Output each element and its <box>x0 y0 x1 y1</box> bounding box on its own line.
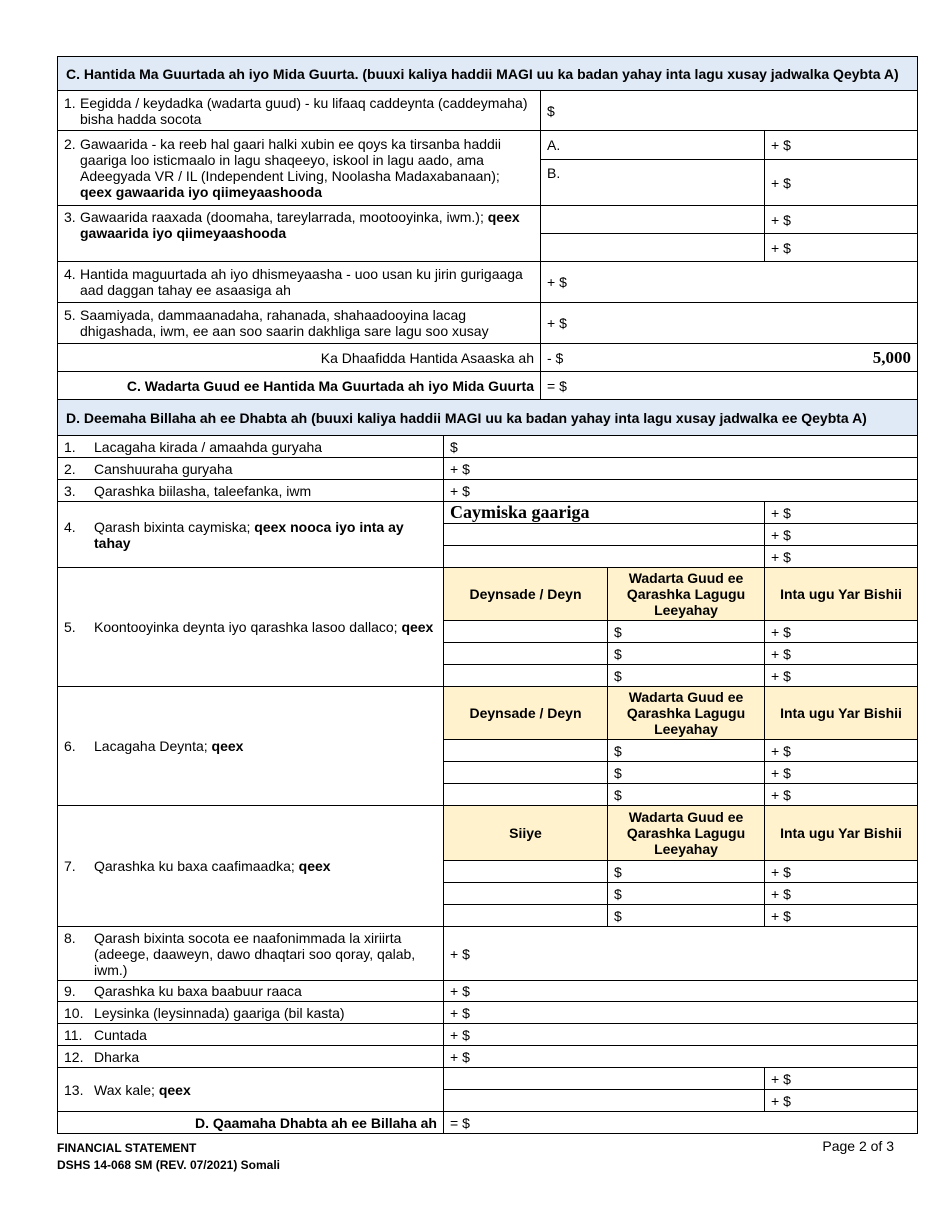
d-item-4-text: Qarash bixinta caymiska; <box>94 518 255 535</box>
d-item-13-amount-1-field[interactable] <box>765 1068 918 1090</box>
d-item-8-currency: + $ <box>450 945 470 962</box>
c-item-3-vehicle-1-field[interactable] <box>541 206 765 234</box>
c-allowance-prefix: - $ <box>547 349 564 366</box>
c-total-row <box>58 372 918 400</box>
c-total-amount-field[interactable] <box>541 372 918 400</box>
d-item-1-currency: $ <box>450 438 458 455</box>
c-item-5-number: 5. <box>64 307 76 323</box>
c-item-2-number: 2. <box>64 136 76 152</box>
c-total-prefix: = $ <box>547 377 567 394</box>
d-item-6-creditor-field-3[interactable] <box>444 784 608 806</box>
d-item-4-currency-1: + $ <box>771 504 791 521</box>
d-item-5-instruction: qeex <box>401 619 434 635</box>
d-item-8-row <box>58 927 918 981</box>
d-item-11-currency: + $ <box>450 1026 470 1043</box>
d-item-13-instruction: qeex <box>158 1081 191 1098</box>
d-item-6-col-total-owed: Wadarta Guud ee Qarashka Lagugu Leeyahay <box>608 687 765 740</box>
d-item-13-label <box>94 1082 191 1098</box>
d-item-7-total-currency-3: $ <box>614 907 622 924</box>
d-item-3-number: 3. <box>64 482 76 499</box>
d-item-4-row-1 <box>58 502 918 524</box>
c-item-4-row <box>58 262 918 303</box>
d-item-5-creditor-field-1[interactable] <box>444 621 608 643</box>
d-item-1-label: Lacagaha kirada / amaahda guryaha <box>94 438 323 455</box>
d-item-6-col-monthly-min: Inta ugu Yar Bishii <box>765 687 918 740</box>
d-item-7-monthly-currency-3: + $ <box>771 907 791 924</box>
d-item-10-number: 10. <box>64 1004 84 1021</box>
d-item-8-label: Qarash bixinta socota ee naafonimmada la xiriirta (adeege, daaweyn, dawo dhaqtari soo qoray, qalab, iwm.) <box>94 929 416 978</box>
d-item-5-col-total-owed: Wadarta Guud ee Qarashka Lagugu Leeyahay <box>608 568 765 621</box>
form-code: DSHS 14-068 SM (REV. 07/2021) Somali <box>57 1158 280 1172</box>
d-item-5-monthly-currency-1: + $ <box>771 623 791 640</box>
d-item-12-amount-field[interactable] <box>444 1046 918 1068</box>
d-item-5-header-row <box>58 568 918 621</box>
d-item-13-text: Wax kale; <box>94 1081 159 1098</box>
c-item-2-label <box>80 136 534 200</box>
d-item-5-total-field-3[interactable] <box>608 665 765 687</box>
d-item-7-provider-field-1[interactable] <box>444 861 608 883</box>
c-item-1-row <box>58 91 918 131</box>
d-item-5-number: 5. <box>64 619 76 635</box>
d-item-5-col-monthly-min: Inta ugu Yar Bishii <box>765 568 918 621</box>
d-item-6-monthly-field-1[interactable] <box>765 740 918 762</box>
c-item-3-currency-2: + $ <box>771 239 791 256</box>
d-item-4-entry-3-field[interactable] <box>444 546 765 568</box>
d-item-6-label <box>94 738 243 754</box>
d-item-1-number: 1. <box>64 438 76 455</box>
c-item-3-amount-1-field[interactable] <box>765 206 918 234</box>
section-c-heading: C. Hantida Ma Guurtada ah iyo Mida Guurta. (buuxi kaliya haddii MAGI uu ka badan yahay inta lagu xusay jadwalka Qeybta A) <box>66 65 899 82</box>
d-item-6-number: 6. <box>64 738 76 754</box>
c-item-1-currency: $ <box>547 102 555 119</box>
d-item-12-currency: + $ <box>450 1048 470 1065</box>
d-item-7-text: Qarashka ku baxa caafimaadka; <box>94 858 299 874</box>
d-item-6-total-currency-1: $ <box>614 742 622 759</box>
d-item-4-label <box>94 519 437 551</box>
section-d-heading-row <box>58 400 918 436</box>
c-item-3-amount-2-field[interactable] <box>765 234 918 262</box>
d-item-13-currency-1: + $ <box>771 1070 791 1087</box>
d-item-4-currency-3: + $ <box>771 548 791 565</box>
c-total-label: C. Wadarta Guud ee Hantida Ma Guurtada ah iyo Mida Guurta <box>58 372 541 400</box>
d-item-4-amount-3-field[interactable] <box>765 546 918 568</box>
section-d-heading: D. Deemaha Billaha ah ee Dhabta ah (buuxi kaliya haddii MAGI uu ka badan yahay inta lagu xusay jadwalka ee Qeybta A) <box>66 409 867 426</box>
c-item-2-a-label: A. <box>547 137 561 153</box>
d-item-7-col-total-owed: Wadarta Guud ee Qarashka Lagugu Leeyahay <box>608 806 765 861</box>
d-item-5-creditor-field-3[interactable] <box>444 665 608 687</box>
form-title: FINANCIAL STATEMENT <box>57 1141 197 1155</box>
d-item-6-monthly-currency-2: + $ <box>771 764 791 781</box>
d-item-8-number: 8. <box>64 929 76 946</box>
c-item-3-vehicle-2-field[interactable] <box>541 234 765 262</box>
c-item-4-currency: + $ <box>547 274 567 290</box>
c-item-3-currency-1: + $ <box>771 211 791 228</box>
d-item-5-total-field-2[interactable] <box>608 643 765 665</box>
d-item-13-entry-1-field[interactable] <box>444 1068 765 1090</box>
d-item-5-total-currency-3: $ <box>614 667 622 684</box>
d-item-6-total-currency-2: $ <box>614 764 622 781</box>
d-item-7-instruction: qeex <box>298 858 331 874</box>
d-item-3-amount-field[interactable] <box>444 480 918 502</box>
d-item-11-amount-field[interactable] <box>444 1024 918 1046</box>
d-item-4-amount-2-field[interactable] <box>765 524 918 546</box>
d-item-4-entry-2-field[interactable] <box>444 524 765 546</box>
c-item-4-number: 4. <box>64 266 76 282</box>
c-item-2-a-currency: + $ <box>771 137 791 153</box>
d-item-6-monthly-field-3[interactable] <box>765 784 918 806</box>
page-number: Page 2 of 3 <box>822 1138 894 1154</box>
d-item-10-row <box>58 1002 918 1024</box>
d-item-7-provider-field-3[interactable] <box>444 905 608 927</box>
d-item-5-total-currency-2: $ <box>614 645 622 662</box>
d-item-9-currency: + $ <box>450 983 470 999</box>
d-item-12-number: 12. <box>64 1048 84 1065</box>
d-item-6-monthly-currency-3: + $ <box>771 786 791 803</box>
d-item-7-total-currency-1: $ <box>614 863 622 880</box>
d-item-6-creditor-field-1[interactable] <box>444 740 608 762</box>
d-item-12-label: Dharka <box>94 1048 140 1065</box>
d-item-6-col-creditor: Deynsade / Deyn <box>444 687 608 740</box>
d-item-12-row <box>58 1046 918 1068</box>
c-item-1-amount-field[interactable] <box>541 91 918 131</box>
d-item-4-number: 4. <box>64 518 76 535</box>
c-item-3-text: Gawaarida raaxada (doomaha, tareylarrada, mootooyinka, iwm.); <box>80 209 488 225</box>
d-item-7-monthly-field-2[interactable] <box>765 883 918 905</box>
c-item-3-instruction: qeex gawaarida iyo qiimeyaashooda <box>80 209 520 241</box>
d-item-4-entry-1-field[interactable] <box>444 502 765 524</box>
d-item-5-monthly-field-1[interactable] <box>765 621 918 643</box>
d-item-5-total-field-1[interactable] <box>608 621 765 643</box>
c-item-3-label <box>80 209 534 241</box>
d-total-prefix: = $ <box>450 1114 470 1131</box>
d-item-11-number: 11. <box>64 1026 83 1043</box>
c-item-2-b-label: B. <box>547 165 561 181</box>
d-item-2-amount-field[interactable] <box>444 458 918 480</box>
c-item-5-amount-field[interactable] <box>541 303 918 344</box>
d-item-5-monthly-field-2[interactable] <box>765 643 918 665</box>
form-footer <box>57 1140 280 1174</box>
d-item-7-number: 7. <box>64 858 76 874</box>
d-item-13-amount-2-field[interactable] <box>765 1090 918 1112</box>
d-item-13-row-1 <box>58 1068 918 1090</box>
d-item-7-label <box>94 858 331 874</box>
d-item-6-total-field-2[interactable] <box>608 762 765 784</box>
d-item-2-label: Canshuuraha guryaha <box>94 460 233 477</box>
financial-statement-page <box>57 56 917 1134</box>
d-item-6-total-field-3[interactable] <box>608 784 765 806</box>
d-item-6-creditor-field-2[interactable] <box>444 762 608 784</box>
c-item-3-row-1 <box>58 206 918 234</box>
d-item-3-label: Qarashka biilasha, taleefanka, iwm <box>94 482 312 499</box>
d-total-label: D. Qaamaha Dhabta ah ee Billaha ah <box>58 1112 444 1134</box>
d-item-9-row <box>58 981 918 1002</box>
c-allowance-label: Ka Dhaafidda Hantida Asaaska ah <box>58 344 541 372</box>
d-item-2-currency: + $ <box>450 460 470 477</box>
d-item-7-provider-field-2[interactable] <box>444 883 608 905</box>
d-item-7-total-field-1[interactable] <box>608 861 765 883</box>
c-item-2-amount-a-field[interactable] <box>765 131 918 160</box>
c-item-4-label: Hantida maguurtada ah iyo dhismeyaasha - uoo usan ku jirin gurigaaga aad daggan tahay ee asaasiga ah <box>80 266 523 298</box>
d-item-5-total-currency-1: $ <box>614 623 622 640</box>
c-item-3-number: 3. <box>64 209 76 225</box>
d-item-10-label: Leysinka (leysinnada) gaariga (bil kasta) <box>94 1004 345 1021</box>
d-item-5-creditor-field-2[interactable] <box>444 643 608 665</box>
d-item-1-row <box>58 436 918 458</box>
d-item-1-amount-field[interactable] <box>444 436 918 458</box>
d-item-10-currency: + $ <box>450 1004 470 1021</box>
d-item-6-monthly-currency-1: + $ <box>771 742 791 759</box>
c-item-2-vehicle-a-field[interactable] <box>541 131 765 160</box>
c-item-5-currency: + $ <box>547 315 567 331</box>
d-item-6-total-field-1[interactable] <box>608 740 765 762</box>
d-total-amount-field[interactable] <box>444 1112 918 1134</box>
c-item-5-row <box>58 303 918 344</box>
d-item-5-monthly-currency-3: + $ <box>771 667 791 684</box>
d-item-7-monthly-field-3[interactable] <box>765 905 918 927</box>
d-item-3-row <box>58 480 918 502</box>
d-item-6-header-row <box>58 687 918 740</box>
d-item-9-number: 9. <box>64 983 76 999</box>
d-item-7-monthly-currency-1: + $ <box>771 863 791 880</box>
d-item-7-total-field-3[interactable] <box>608 905 765 927</box>
d-item-7-col-provider: Siiye <box>444 806 608 861</box>
d-item-5-monthly-field-3[interactable] <box>765 665 918 687</box>
d-item-5-col-creditor: Deynsade / Deyn <box>444 568 608 621</box>
d-item-6-total-currency-3: $ <box>614 786 622 803</box>
d-item-8-amount-field[interactable] <box>444 927 918 981</box>
c-item-2-amount-b-field[interactable] <box>765 160 918 206</box>
d-item-9-amount-field[interactable] <box>444 981 918 1002</box>
c-item-2-text: Gawaarida - ka reeb hal gaari halki xubin ee qoys ka tirsanba haddii gaariga loo isticmaalo in lagu shaqeeyo, iskool in lagu aado, ama Adeegyada VR / IL (Independent Living, Noolasha Madaxabanaan); <box>80 136 502 184</box>
d-item-13-number: 13. <box>64 1081 84 1098</box>
section-d-table <box>57 399 918 1134</box>
d-item-6-text: Lacagaha Deynta; <box>94 738 212 754</box>
section-c-heading-row <box>58 57 918 91</box>
c-item-1-label: Eegidda / keydadka (wadarta guud) - ku lifaaq caddeynta (caddeymaha) bisha hadda socota <box>80 94 528 127</box>
d-item-4-entry-1-value: Caymiska gaariga <box>450 502 590 522</box>
c-item-2-vehicle-b-field[interactable] <box>541 160 765 206</box>
d-item-7-total-field-2[interactable] <box>608 883 765 905</box>
c-item-2-row-a <box>58 131 918 160</box>
d-item-2-number: 2. <box>64 460 76 477</box>
c-item-2-b-currency: + $ <box>771 174 791 191</box>
d-item-7-monthly-currency-2: + $ <box>771 885 791 902</box>
c-item-2-instruction: qeex gawaarida iyo qiimeyaashooda <box>80 184 322 200</box>
d-item-7-total-currency-2: $ <box>614 885 622 902</box>
d-item-5-monthly-currency-2: + $ <box>771 645 791 662</box>
c-item-4-amount-field[interactable] <box>541 262 918 303</box>
d-item-6-monthly-field-2[interactable] <box>765 762 918 784</box>
d-item-3-currency: + $ <box>450 482 470 499</box>
d-item-4-instruction: qeex nooca iyo inta ay tahay <box>94 518 404 551</box>
d-item-7-col-monthly-min: Inta ugu Yar Bishii <box>765 806 918 861</box>
d-item-5-text: Koontooyinka deynta iyo qarashka lasoo dallaco; <box>94 619 402 635</box>
d-item-6-instruction: qeex <box>211 738 244 754</box>
d-item-5-label <box>94 619 433 635</box>
d-item-10-amount-field[interactable] <box>444 1002 918 1024</box>
d-item-13-entry-2-field[interactable] <box>444 1090 765 1112</box>
section-c-table <box>57 56 918 400</box>
c-allowance-value: 5,000 <box>872 347 912 367</box>
d-item-7-monthly-field-1[interactable] <box>765 861 918 883</box>
d-item-13-currency-2: + $ <box>771 1092 791 1109</box>
d-total-row <box>58 1112 918 1134</box>
d-item-9-label: Qarashka ku baxa baabuur raaca <box>94 983 302 999</box>
d-item-7-header-row <box>58 806 918 861</box>
d-item-4-amount-1-field[interactable] <box>765 502 918 524</box>
d-item-11-label: Cuntada <box>94 1026 147 1043</box>
c-item-5-label: Saamiyada, dammaanadaha, rahanada, shahaadooyina lacag dhigashada, iwm, ee aan soo saarin dakhliga sare lagu soo xusay <box>80 307 489 339</box>
c-item-1-number: 1. <box>64 94 76 111</box>
c-allowance-amount <box>541 344 918 372</box>
d-item-2-row <box>58 458 918 480</box>
d-item-4-currency-2: + $ <box>771 526 791 543</box>
d-item-11-row <box>58 1024 918 1046</box>
c-allowance-row <box>58 344 918 372</box>
